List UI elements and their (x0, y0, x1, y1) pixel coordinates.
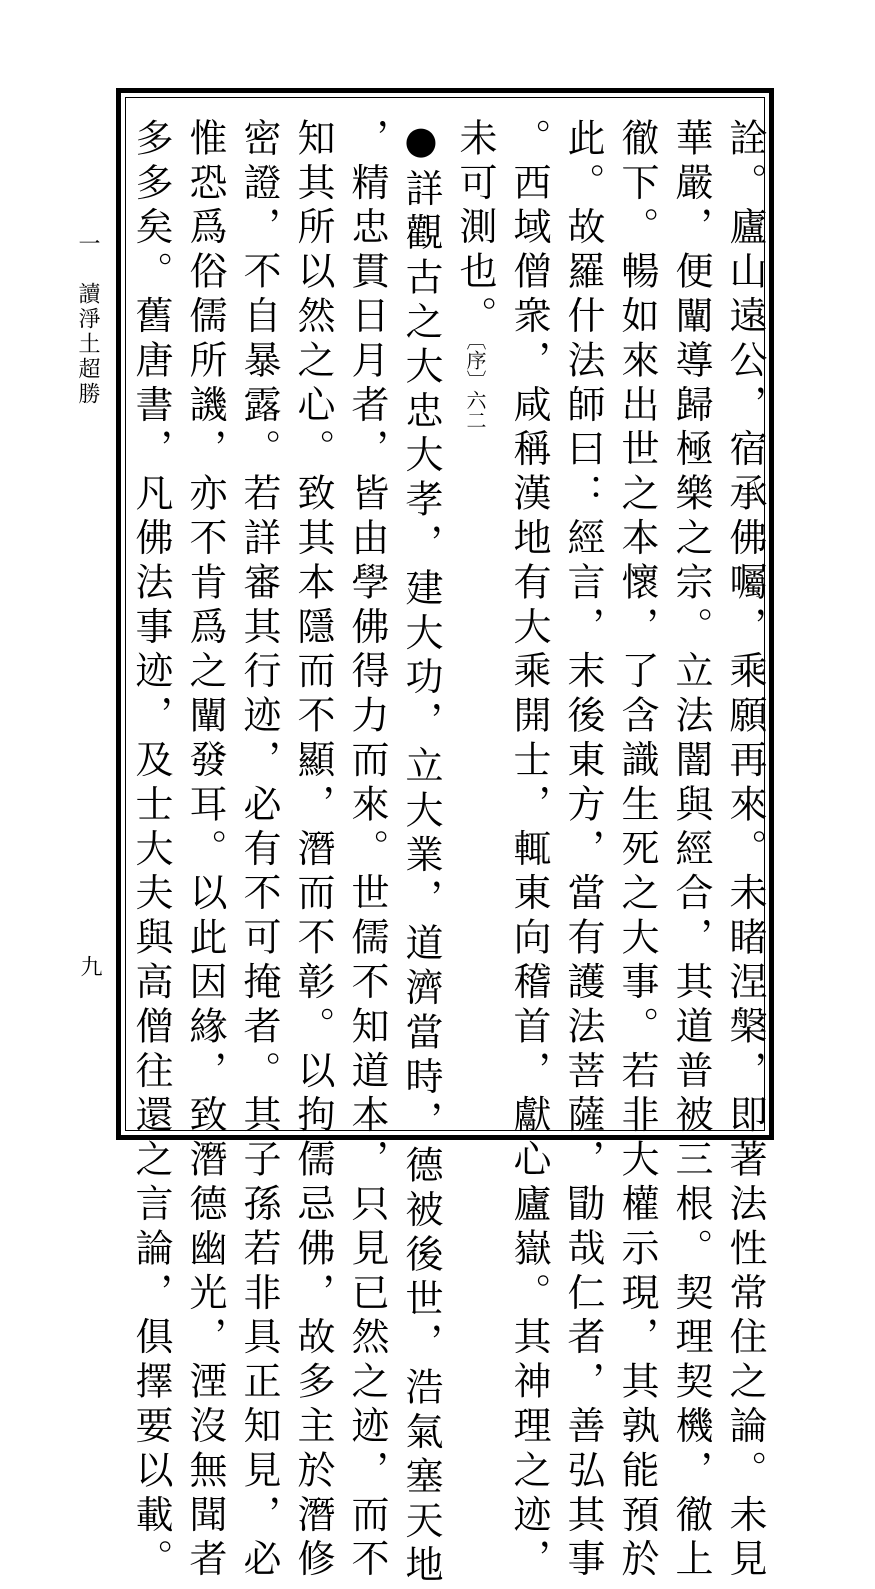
text-column-8: ，精忠貫日月者，皆由學佛得力而來。世儒不知道本，只見已然之迹，而不 (345, 118, 389, 1584)
running-title: 一 讀淨土超勝 (75, 232, 100, 407)
text-column-6-text: 未可測也。 (453, 118, 497, 340)
text-column-2: 華嚴，便闡導歸極樂之宗。立法闇與經合，其道普被三根。契理契機，徹上 (669, 118, 713, 1584)
text-column-4: 此。故羅什法師曰：經言，末後東方，當有護法菩薩，勖哉仁者，善弘其事 (561, 118, 605, 1584)
text-column-3: 徹下。暢如來出世之本懷，了含識生死之大事。若非大權示現，其孰能預於 (615, 118, 659, 1584)
text-column-12: 多多矣。舊唐書，凡佛法事迹，及士大夫與高僧往還之言論，俱擇要以載。 (129, 118, 173, 1584)
text-column-6 (451, 118, 499, 430)
text-column-1: 詮。廬山遠公，宿承佛囑，乘願再來。未睹涅槃，即著法性常住之論。未見 (723, 118, 767, 1584)
text-column-11: 惟恐爲俗儒所譏，亦不肯爲之闡發耳。以此因緣，致潛德幽光，湮沒無聞者 (183, 118, 227, 1584)
citation-note: 〔序〕六二 (463, 340, 487, 430)
text-column-10: 密證，不自暴露。若詳審其行迹，必有不可掩者。其子孫若非具正知見，必 (237, 118, 281, 1584)
text-column-5: 。西域僧衆，咸稱漢地有大乘開士，輒東向稽首，獻心廬嶽。其神理之迹， (507, 118, 551, 1584)
text-column-7: ●詳觀古之大忠大孝，建大功，立大業，道濟當時，德被後世，浩氣塞天地 (399, 118, 443, 1589)
page-number: 九 (77, 955, 102, 977)
text-column-9: 知其所以然之心。致其本隱而不顯，潛而不彰。以拘儒忌佛，故多主於潛修 (291, 118, 335, 1584)
